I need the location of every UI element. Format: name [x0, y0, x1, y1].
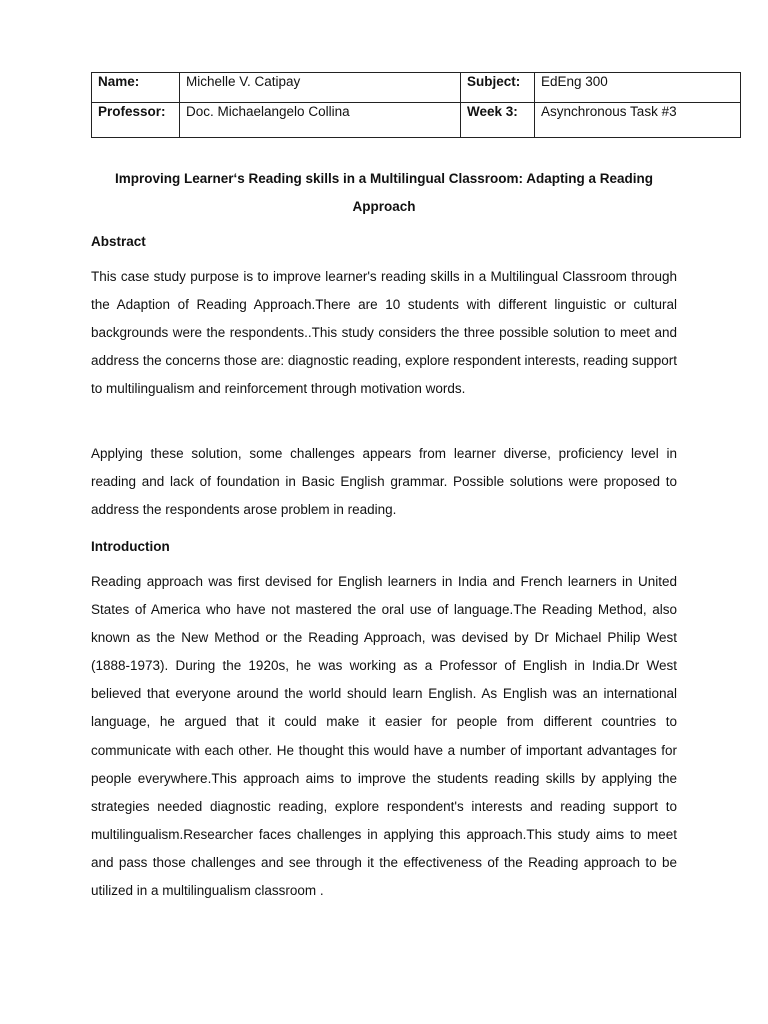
name-value: Michelle V. Catipay — [180, 73, 461, 103]
professor-value: Doc. Michaelangelo Collina — [180, 103, 461, 138]
info-row-name-subject — [92, 73, 741, 103]
subject-value: EdEng 300 — [535, 73, 741, 103]
name-label: Name: — [92, 73, 180, 103]
professor-label: Professor: — [92, 103, 180, 138]
abstract-paragraph-2: Applying these solution, some challenges appears from learner diverse, proficiency level in reading and lack of foundation in Basic English grammar. Possible solutions were proposed to address the respondents arose problem in reading. — [91, 446, 677, 518]
header-info-table — [91, 72, 741, 138]
abstract-paragraph-1: This case study purpose is to improve learner's reading skills in a Multilingual Classroom through the Adaption of Reading Approach.There are 10 students with different linguistic or cultural backgrounds were the respondents..This study considers the three possible solution to meet and address the concerns those are: diagnostic reading, explore respondent interests, reading support to multilingualism and reinforcement through motivation words. — [91, 269, 677, 397]
week-label: Week 3: — [461, 103, 535, 138]
abstract-heading: Abstract — [91, 234, 146, 249]
introduction-paragraph: Reading approach was first devised for English learners in India and French learners in United States of America who have not mastered the oral use of language.The Reading Method, also known as the New Method or the Reading Approach, was devised by Dr Michael Philip West (1888-1973). During the 1920s, he was working as a Professor of English in India.Dr West believed that everyone around the world should learn English. As English was an international language, he argued that it could make it easier for people from different countries to communicate with each other. He thought this would have a number of important advantages for people everywhere.This approach aims to improve the students reading skills by applying the strategies needed diagnostic reading, explore respondent's interests and reading support to multilingualism.Researcher faces challenges in applying this approach.This study aims to meet and pass those challenges and see through it the effectiveness of the Reading approach to be utilized in a multilingualism classroom . — [91, 574, 677, 899]
document-title: Improving Learner‘s Reading skills in a Multilingual Classroom: Adapting a Reading Approach — [114, 171, 654, 214]
introduction-heading: Introduction — [91, 539, 170, 554]
week-value: Asynchronous Task #3 — [535, 103, 741, 138]
info-row-professor-week — [92, 103, 741, 138]
subject-label: Subject: — [461, 73, 535, 103]
